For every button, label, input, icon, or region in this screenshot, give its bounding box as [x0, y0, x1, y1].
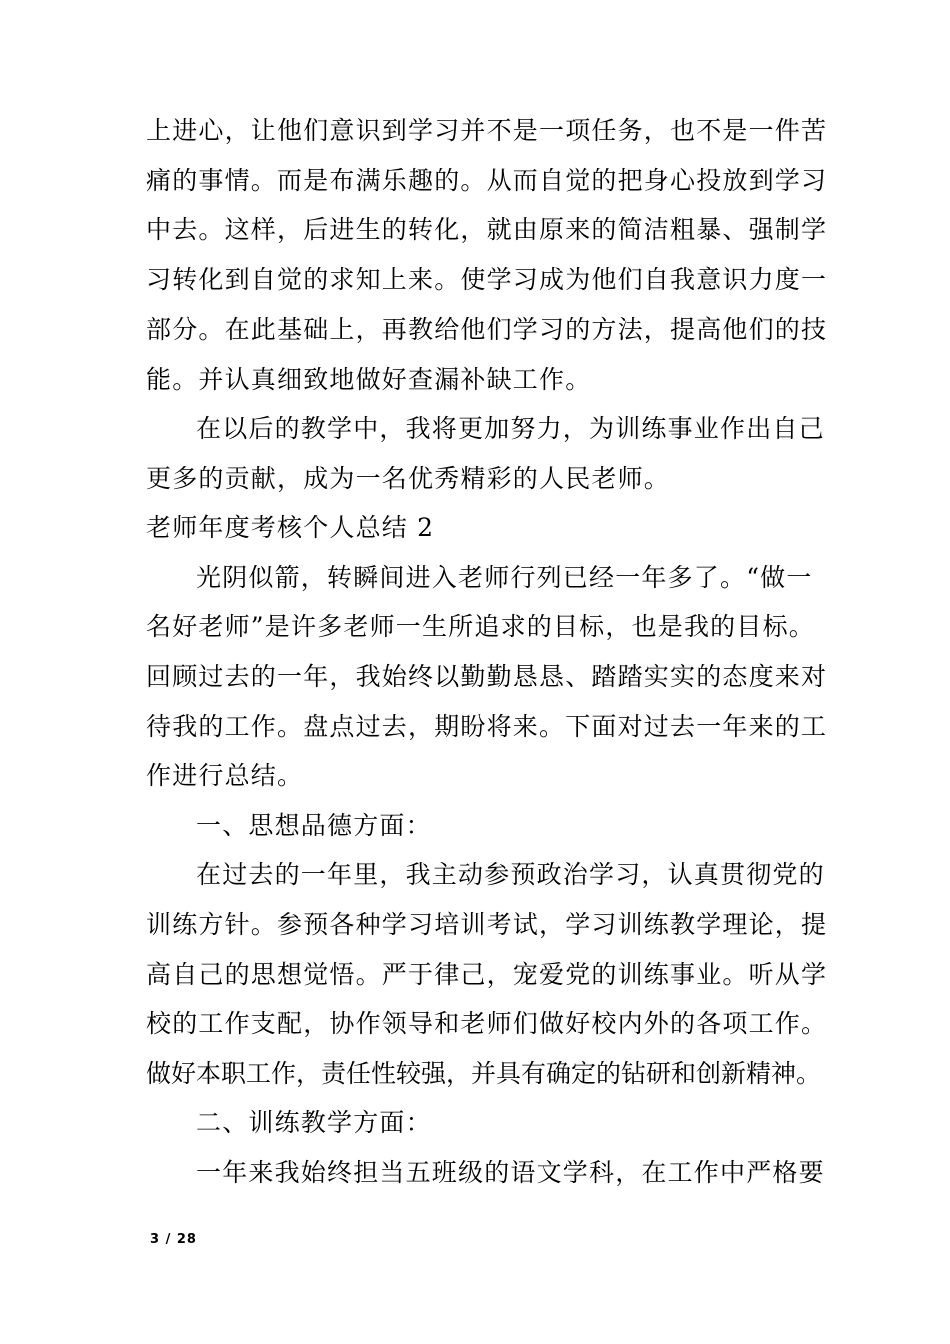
- text-line: 上进心，让他们意识到学习并不是一项任务，也不是一件苦: [146, 116, 828, 145]
- subsection-heading: 一、思想品德方面：: [196, 811, 432, 840]
- text-line: 部分。在此基础上，再教给他们学习的方法，提高他们的技: [146, 315, 828, 344]
- text-line: 在过去的一年里，我主动参预政治学习，认真贯彻党的: [196, 860, 825, 889]
- text-line: 在以后的教学中，我将更加努力，为训练事业作出自己: [196, 414, 825, 443]
- text-line: 做好本职工作，责任性较强，并具有确定的钻研和创新精神。: [146, 1059, 822, 1088]
- subsection-heading: 二、训练教学方面：: [196, 1108, 432, 1137]
- text-line: 回顾过去的一年，我始终以勤勤恳恳、踏踏实实的态度来对: [146, 662, 828, 691]
- text-line: 能。并认真细致地做好查漏补缺工作。: [146, 365, 592, 394]
- text-line: 校的工作支配，协作领导和老师们做好校内外的各项工作。: [146, 1009, 828, 1038]
- text-line: 光阴似箭，转瞬间进入老师行列已经一年多了。“做一: [196, 563, 813, 592]
- section-heading: 老师年度考核个人总结 2: [146, 513, 435, 542]
- text-line: 高自己的思想觉悟。严于律己，宠爱党的训练事业。听从学: [146, 960, 828, 989]
- text-line: 习转化到自觉的求知上来。使学习成为他们自我意识力度一: [146, 265, 828, 294]
- page-indicator: 3 / 28: [150, 1232, 197, 1247]
- text-line: 作进行总结。: [146, 761, 304, 790]
- text-line: 名好老师”是许多老师一生所追求的目标，也是我的目标。: [146, 612, 815, 641]
- text-line: 中去。这样，后进生的转化，就由原来的简洁粗暴、强制学: [146, 215, 828, 244]
- text-line: 待我的工作。盘点过去，期盼将来。下面对过去一年来的工: [146, 712, 828, 741]
- text-line: 更多的贡献，成为一名优秀精彩的人民老师。: [146, 464, 671, 493]
- text-line: 痛的事情。而是布满乐趣的。从而自觉的把身心投放到学习: [146, 166, 828, 195]
- text-line: 训练方针。参预各种学习培训考试，学习训练教学理论，提: [146, 910, 828, 939]
- text-line: 一年来我始终担当五班级的语文学科，在工作中严格要: [196, 1158, 825, 1187]
